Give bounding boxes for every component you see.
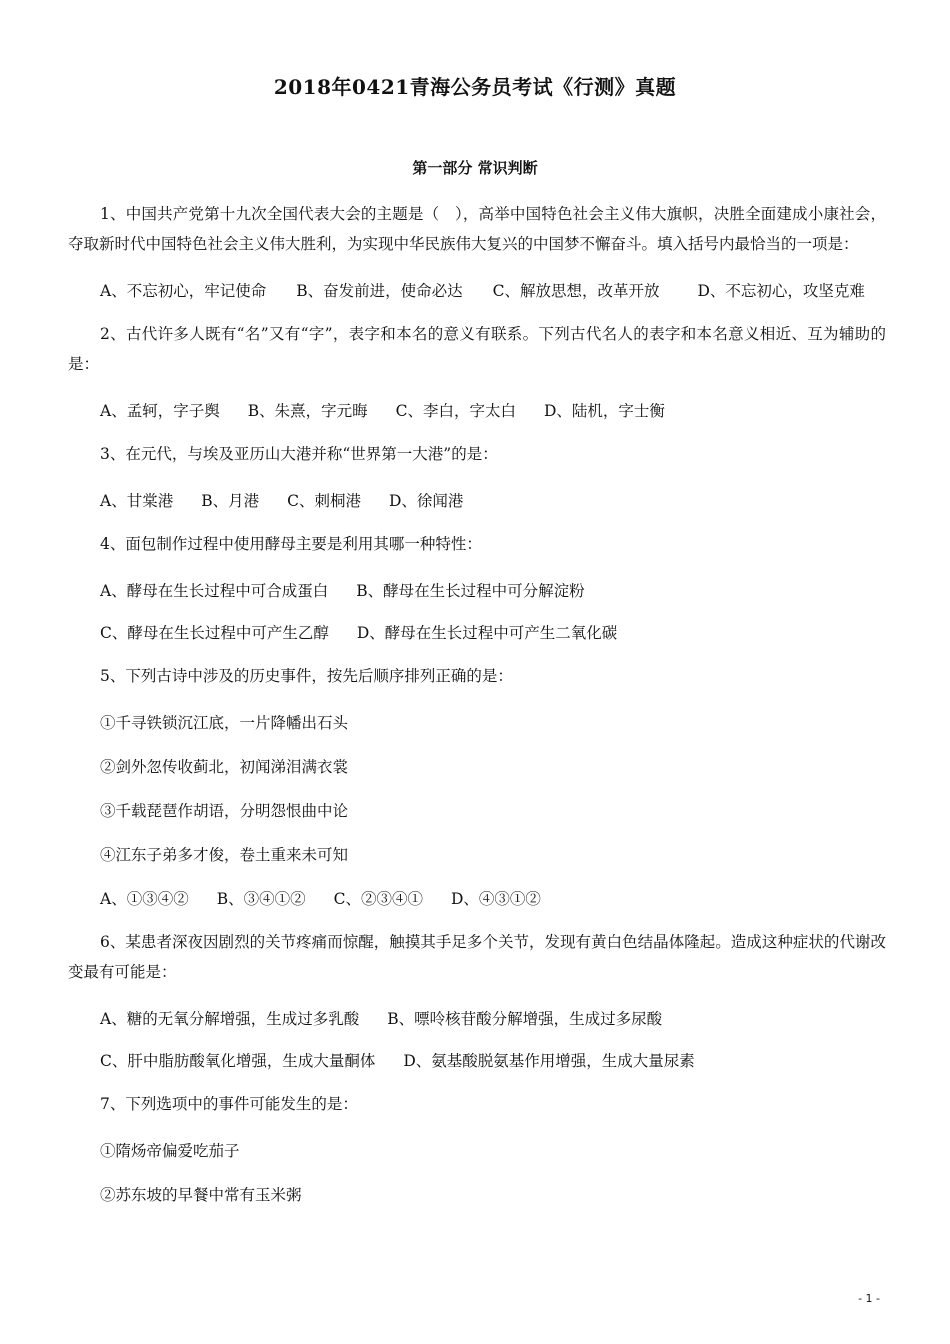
question-2-option-b: B、朱熹，字元晦 xyxy=(247,402,368,420)
question-5-option-b: B、③④①② xyxy=(216,890,306,908)
question-3-option-c: C、刺桐港 xyxy=(287,492,361,510)
question-6-option-a: A、糖的无氧分解增强，生成过多乳酸 xyxy=(100,1010,360,1028)
question-1-stem: 1、中国共产党第十九次全国代表大会的主题是（ ），高举中国特色社会主义伟大旗帜，决胜全面建成小康社会，夺取新时代中国特色社会主义伟大胜利，为实现中华民族伟大复兴的中国梦不懈奋斗。填入括号内最恰当的一项是： xyxy=(68,205,886,253)
question-3-option-a: A、甘棠港 xyxy=(100,492,174,510)
page-title: 2018年0421青海公务员考试《行测》真题 xyxy=(273,75,677,99)
question-5-item-3: ③千载琵琶作胡语，分明怨恨曲中论 xyxy=(100,802,349,820)
section-title: 第一部分 常识判断 xyxy=(412,159,538,177)
question-7-stem: 7、下列选项中的事件可能发生的是： xyxy=(100,1095,358,1113)
question-list xyxy=(68,199,886,1225)
question-7-item-2: ②苏东坡的早餐中常有玉米粥 xyxy=(100,1186,302,1204)
question-1-option-b: B、奋发前进，使命必达 xyxy=(296,282,463,300)
question-5-item-4: ④江东子弟多才俊，卷土重来未可知 xyxy=(100,846,349,864)
question-2-option-d: D、陆机，字士衡 xyxy=(543,402,665,420)
question-4-options-row-1 xyxy=(68,577,886,605)
question-3-option-b: B、月港 xyxy=(201,492,260,510)
question-5-option-d: D、④③①② xyxy=(450,890,541,908)
question-1-options xyxy=(68,277,886,305)
question-1-option-a: A、不忘初心，牢记使命 xyxy=(100,282,267,300)
question-5-item-1: ①千寻铁锁沉江底，一片降幡出石头 xyxy=(100,714,349,732)
question-2-option-a: A、孟轲，字子舆 xyxy=(100,402,220,420)
question-5-stem: 5、下列古诗中涉及的历史事件，按先后顺序排列正确的是： xyxy=(100,667,513,685)
question-6-stem: 6、某患者深夜因剧烈的关节疼痛而惊醒，触摸其手足多个关节，发现有黄白色结晶体隆起。造成这种症状的代谢改变最有可能是： xyxy=(68,933,886,981)
question-7-item-1: ①隋炀帝偏爱吃茄子 xyxy=(100,1142,240,1160)
question-1-option-d: D、不忘初心，攻坚克难 xyxy=(697,282,865,300)
question-5-item-2: ②剑外忽传收蓟北，初闻涕泪满衣裳 xyxy=(100,758,349,776)
question-2-option-c: C、李白，字太白 xyxy=(395,402,516,420)
question-4-stem: 4、面包制作过程中使用酵母主要是利用其哪一种特性： xyxy=(100,535,482,553)
question-4-options-row-2 xyxy=(68,619,886,647)
question-4-option-b: B、酵母在生长过程中可分解淀粉 xyxy=(356,582,585,600)
question-4-option-a: A、酵母在生长过程中可合成蛋白 xyxy=(100,582,329,600)
question-4-option-c: C、酵母在生长过程中可产生乙醇 xyxy=(100,624,329,642)
question-3-options xyxy=(68,487,886,515)
question-3-stem: 3、在元代，与埃及亚历山大港并称“世界第一大港”的是： xyxy=(100,445,498,463)
page-number: - 1 - xyxy=(858,1292,880,1305)
question-4-option-d: D、酵母在生长过程中可产生二氧化碳 xyxy=(356,624,618,642)
question-1-option-c: C、解放思想，改革开放 xyxy=(492,282,660,300)
question-2-stem: 2、古代许多人既有“名”又有“字”，表字和本名的意义有联系。下列古代名人的表字和本名意义相近、互为辅助的是： xyxy=(68,325,886,373)
question-5-options xyxy=(68,885,886,913)
question-6-option-c: C、肝中脂肪酸氧化增强，生成大量酮体 xyxy=(100,1052,376,1070)
question-6-options-row-1 xyxy=(68,1005,886,1033)
question-2-options xyxy=(68,397,886,425)
question-6-option-b: B、嘌呤核苷酸分解增强，生成过多尿酸 xyxy=(387,1010,663,1028)
question-5-option-a: A、①③④② xyxy=(100,890,189,908)
question-6-option-d: D、氨基酸脱氨基作用增强，生成大量尿素 xyxy=(403,1052,695,1070)
question-3-option-d: D、徐闻港 xyxy=(388,492,464,510)
question-6-options-row-2 xyxy=(68,1047,886,1075)
question-5-option-c: C、②③④① xyxy=(333,890,423,908)
